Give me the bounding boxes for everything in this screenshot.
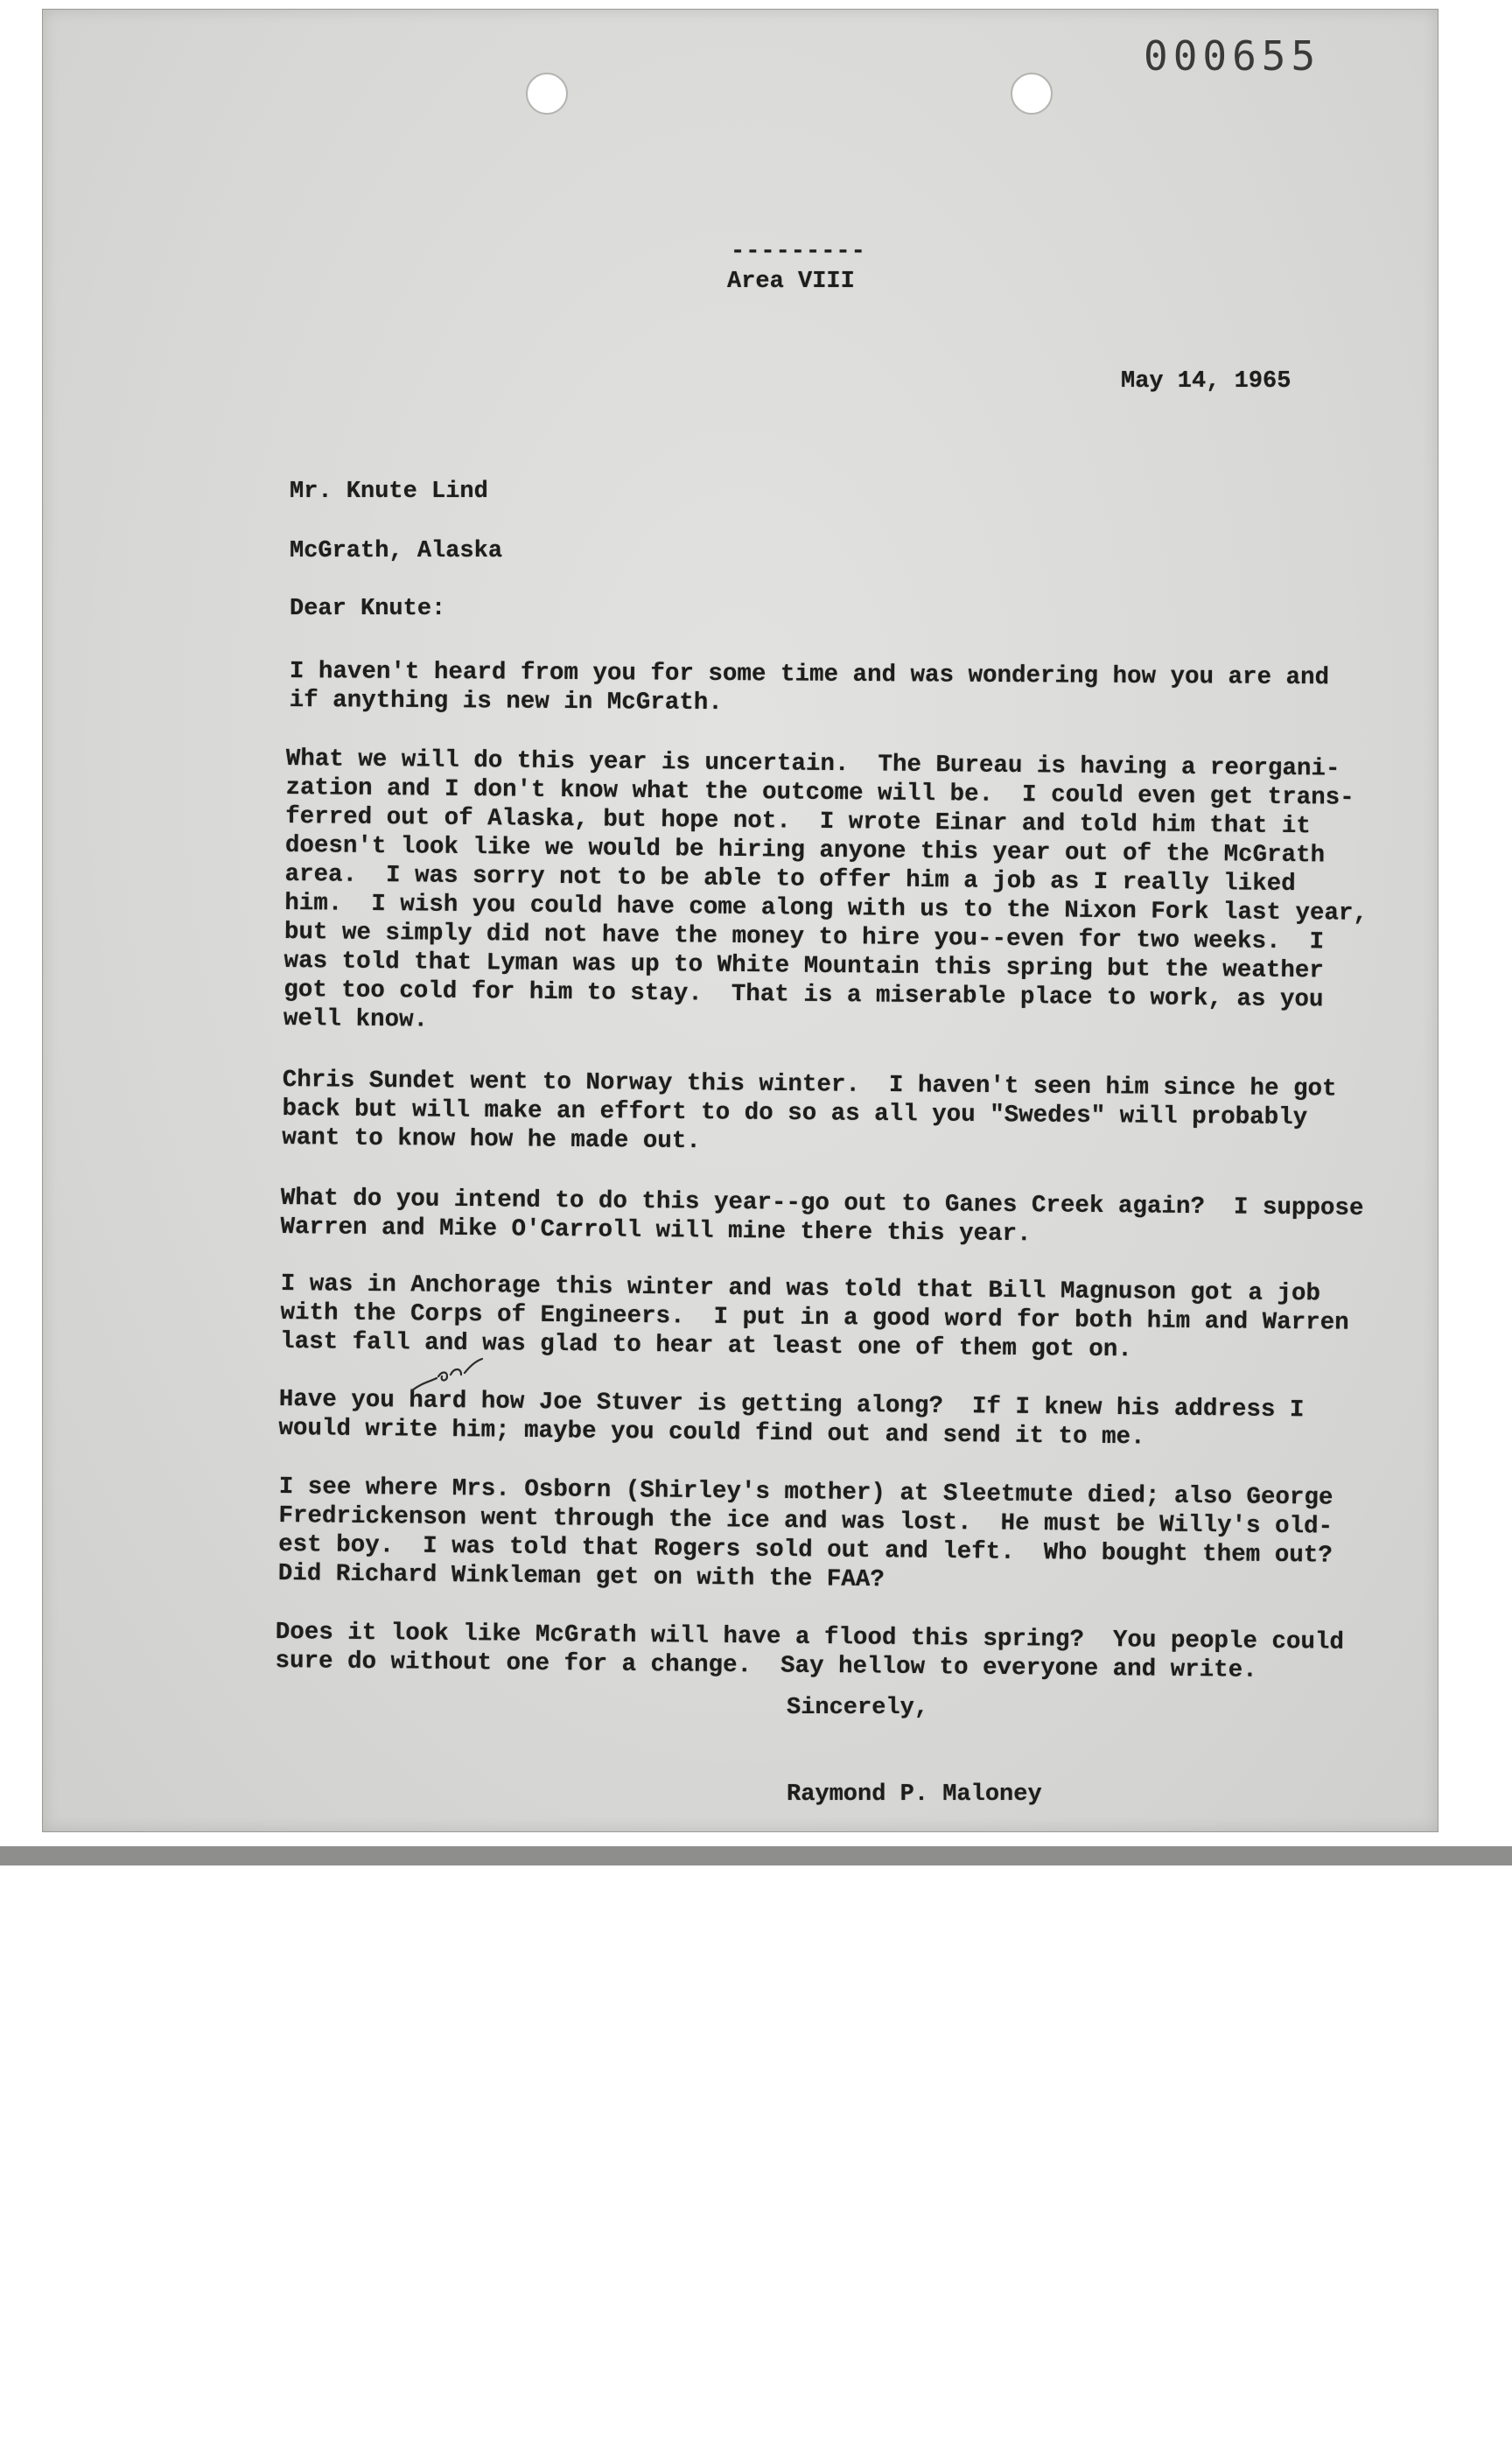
punch-hole-left: [526, 73, 568, 115]
paragraph-7: I see where Mrs. Osborn (Shirley's mother) at Sleetmute died; also George Fredrickenson went through the ice and was lost. He must be Willy's old- est boy. I was told that Rogers sold out and left. Who bought them out? Did Richard Winkleman get on with the FAA?: [277, 1474, 1334, 1594]
closing: Sincerely,: [787, 1695, 929, 1721]
area-heading: Area VIII: [727, 269, 855, 295]
scan-edge-shadow: [0, 1846, 1512, 1866]
recipient-name: Mr. Knute Lind: [290, 479, 488, 505]
paragraph-2: What we will do this year is uncertain. The Bureau is having a reorgani- zation and I don't know what the outcome will be. I could even get trans- ferred out of Alaska, but hope not. I wrote Einar and told him that it doesn't look like we would be hiring anyone this year out of the McGrath area. I was sorry not to be able to offer him a job as I really liked him. I wish you could have come along with us to the Nixon Fork last year, but we simply did not have the money to hire you--even for two weeks. I was told that Lyman was up to White Mountain this spring but the weather got too cold for him to stay. That is a miserable place to work, as you well know.: [283, 745, 1368, 1034]
recipient-location: McGrath, Alaska: [290, 538, 503, 564]
salutation: Dear Knute:: [290, 596, 446, 622]
handwritten-correction-mark: [403, 1357, 491, 1397]
letter-page: [42, 9, 1438, 1832]
header-rule: ---------: [731, 239, 866, 265]
document-number-stamp: 000655: [1144, 32, 1321, 80]
paragraph-6: Have you hard how Joe Stuver is getting along? If I knew his address I would write him; maybe you could find out and send it to me.: [278, 1386, 1305, 1452]
paragraph-8: Does it look like McGrath will have a flood this spring? You people could sure do without one for a change. Say hellow to everyone and write.: [275, 1619, 1345, 1684]
signer-name: Raymond P. Maloney: [787, 1782, 1042, 1808]
paragraph-5: I was in Anchorage this winter and was told that Bill Magnuson got a job with the Corps of Engineers. I put in a good word for both him and Warren last fall and was glad to hear at least one of them got on.: [280, 1270, 1349, 1364]
letter-date: May 14, 1965: [1121, 368, 1292, 395]
paragraph-1: I haven't heard from you for some time and was wondering how you are and if anything is new in McGrath.: [289, 658, 1330, 718]
punch-hole-right: [1011, 73, 1053, 115]
paragraph-3: Chris Sundet went to Norway this winter. I haven't seen him since he got back but will make an effort to do so as all you "Swedes" will probably want to know how he made out.: [282, 1067, 1337, 1156]
paragraph-4: What do you intend to do this year--go out to Ganes Creek again? I suppose Warren and Mike O'Carroll will mine there this year.: [280, 1185, 1364, 1249]
